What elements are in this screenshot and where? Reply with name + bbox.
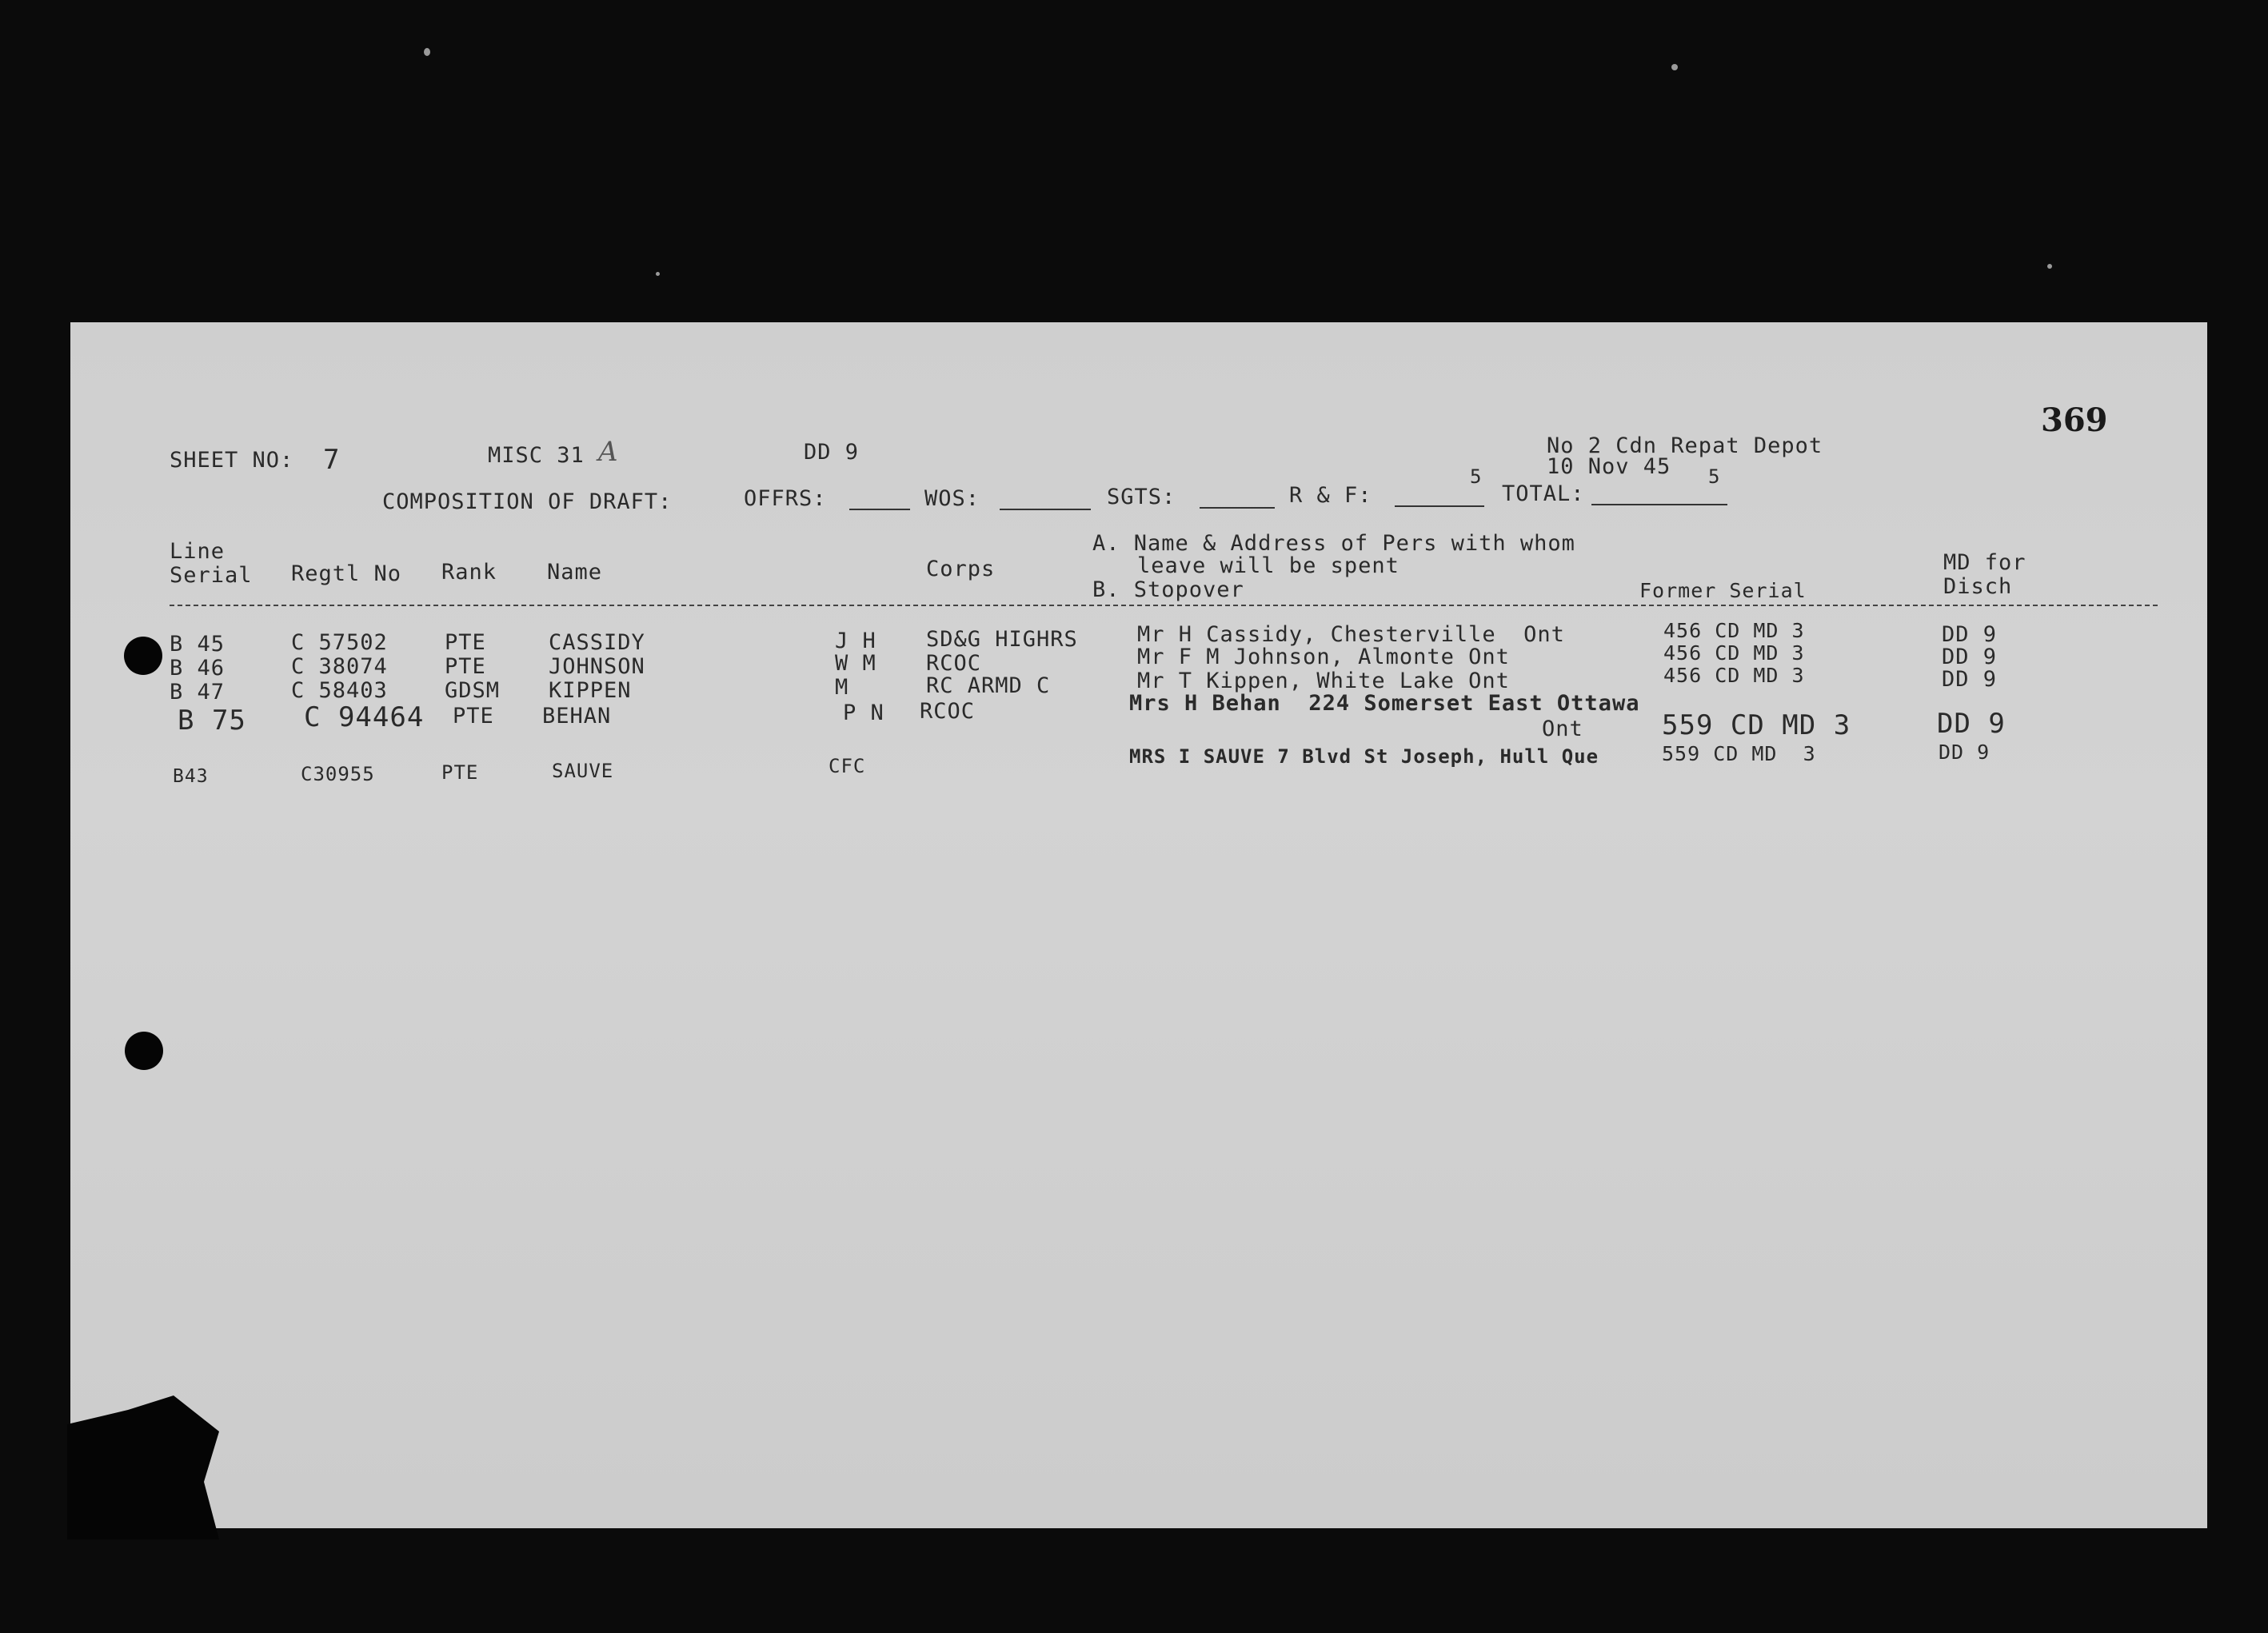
dust-speck <box>424 48 430 56</box>
dust-speck <box>2047 264 2052 269</box>
row-rank: GDSM <box>445 678 501 703</box>
rf-value: 5 <box>1470 465 1483 488</box>
row-former-serial: 456 CD MD 3 <box>1663 664 1805 687</box>
wos-label: WOS: <box>924 486 980 511</box>
col-regtl-no: Regtl No <box>291 561 402 586</box>
row-name: BEHAN <box>542 704 612 729</box>
row-serial: B 75 <box>178 705 246 737</box>
row-corps: SD&G HIGHRS <box>926 627 1078 652</box>
col-name: Name <box>547 560 603 585</box>
row-address: Mrs H Behan 224 Somerset East Ottawa <box>1129 691 1640 716</box>
row-address: MRS I SAUVE 7 Blvd St Joseph, Hull Que <box>1129 745 1599 768</box>
row-rank: PTE <box>441 761 479 784</box>
sgts-blank <box>1200 507 1275 509</box>
punch-hole-bottom <box>125 1032 163 1070</box>
row-serial: B43 <box>173 766 209 787</box>
header-rule <box>170 605 2158 606</box>
row-md: DD 9 <box>1942 622 1998 647</box>
row-regtl: C 38074 <box>291 654 388 679</box>
col-md-for: MD for <box>1943 550 2026 575</box>
row-former-serial: 456 CD MD 3 <box>1663 619 1805 642</box>
row-md: DD 9 <box>1942 645 1998 669</box>
punch-hole-top <box>124 637 162 675</box>
dust-speck <box>1671 64 1678 70</box>
row-serial: B 46 <box>170 656 226 681</box>
row-serial: B 47 <box>170 680 226 705</box>
row-corps: RC ARMD C <box>926 673 1051 698</box>
row-initials: M <box>835 675 849 700</box>
row-md: DD 9 <box>1939 741 1990 764</box>
rf-blank <box>1395 505 1484 507</box>
row-former-serial: 559 CD MD 3 <box>1662 742 1816 765</box>
row-name: SAUVE <box>552 760 614 782</box>
composition-label: COMPOSITION OF DRAFT: <box>382 489 673 514</box>
misc-suffix: A <box>598 436 619 468</box>
page-number: 369 <box>2041 401 2108 439</box>
col-rank: Rank <box>441 560 497 585</box>
col-corps: Corps <box>926 557 996 581</box>
row-address: Mr H Cassidy, Chesterville Ont <box>1137 622 1565 647</box>
depot-date: 10 Nov 45 <box>1547 454 1671 479</box>
row-initials: P N <box>843 701 884 725</box>
row-regtl: C 57502 <box>291 630 388 655</box>
offrs-blank <box>849 509 910 510</box>
col-former-serial: Former Serial <box>1639 579 1807 602</box>
dust-speck <box>656 272 660 276</box>
row-md: DD 9 <box>1942 667 1998 692</box>
total-value: 5 <box>1708 465 1721 488</box>
row-former-serial: 456 CD MD 3 <box>1663 641 1805 665</box>
sgts-label: SGTS: <box>1107 485 1176 509</box>
sheet-no-value: 7 <box>323 444 341 476</box>
row-md: DD 9 <box>1937 708 2006 740</box>
row-address-line2: Ont <box>1542 717 1583 741</box>
row-corps: CFC <box>829 755 866 777</box>
dd-label: DD 9 <box>804 440 860 465</box>
total-label: TOTAL: <box>1502 481 1585 506</box>
col-serial: Serial <box>170 563 253 588</box>
col-address-a: A. Name & Address of Pers with whom <box>1092 531 1575 556</box>
row-corps: RCOC <box>926 651 982 676</box>
col-line: Line <box>170 539 226 564</box>
row-name: CASSIDY <box>549 630 645 655</box>
row-serial: B 45 <box>170 632 226 657</box>
row-corps: RCOC <box>920 699 976 724</box>
col-address-a2: leave will be spent <box>1137 553 1400 578</box>
row-name: KIPPEN <box>549 678 632 703</box>
offrs-label: OFFRS: <box>744 486 827 511</box>
row-rank: PTE <box>445 654 486 679</box>
sheet-no-label: SHEET NO: <box>170 448 294 473</box>
row-regtl: C 58403 <box>291 678 388 703</box>
row-name: JOHNSON <box>549 654 645 679</box>
rf-label: R & F: <box>1289 483 1372 508</box>
row-address: Mr F M Johnson, Almonte Ont <box>1137 645 1510 669</box>
total-blank <box>1591 504 1727 505</box>
row-regtl: C30955 <box>301 763 375 785</box>
row-rank: PTE <box>453 704 494 729</box>
row-regtl: C 94464 <box>304 701 425 733</box>
col-address-b: B. Stopover <box>1092 577 1244 602</box>
row-initials: J H <box>835 629 876 653</box>
wos-blank <box>1000 509 1091 510</box>
row-initials: W M <box>835 651 876 676</box>
depot-line-1: No 2 Cdn Repat Depot <box>1547 433 1823 458</box>
misc-label: MISC 31 <box>488 443 585 468</box>
row-address: Mr T Kippen, White Lake Ont <box>1137 669 1510 693</box>
col-disch: Disch <box>1943 574 2013 599</box>
row-rank: PTE <box>445 630 486 655</box>
row-former-serial: 559 CD MD 3 <box>1662 709 1851 741</box>
